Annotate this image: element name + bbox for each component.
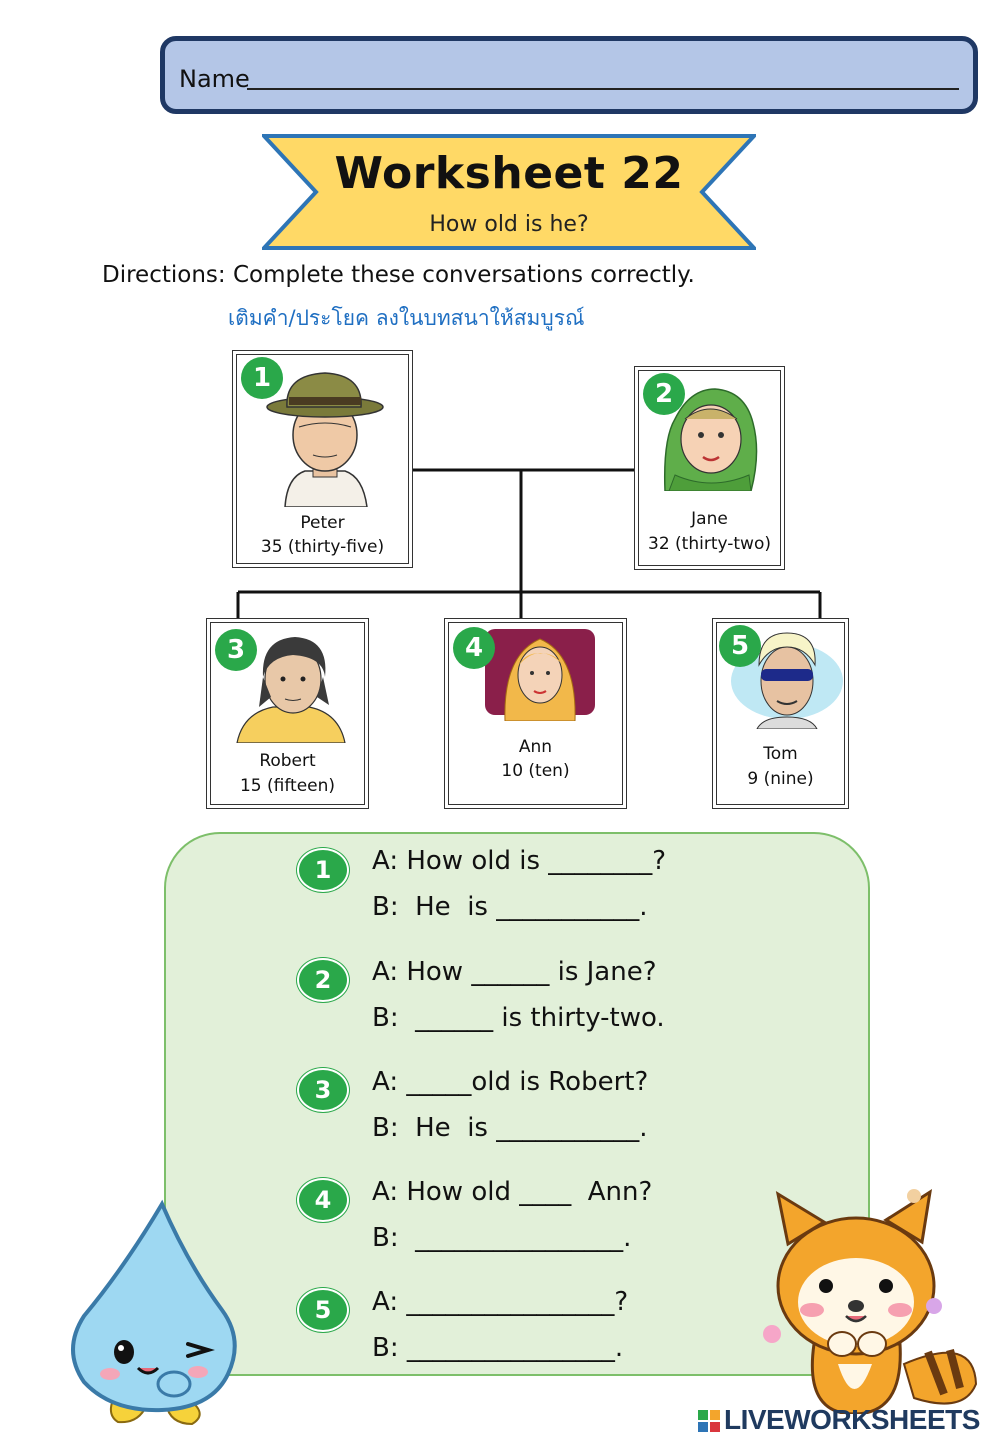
person-name: Peter [300, 513, 345, 533]
question-5-line-a[interactable]: A: ________________? [372, 1287, 629, 1317]
number-badge: 3 [215, 629, 257, 671]
raccoon-character-image [754, 1184, 984, 1414]
person-age: 35 (thirty-five) [260, 537, 385, 557]
question-3-badge: 3 [297, 1068, 349, 1112]
water-drop-character-image [62, 1198, 248, 1426]
liveworksheets-watermark: LIVEWORKSHEETS [724, 1404, 980, 1435]
person-name: Jane [691, 509, 728, 529]
person-age: 10 (ten) [501, 761, 570, 781]
person-card-tom [712, 618, 849, 809]
number-badge: 5 [719, 625, 761, 667]
question-4-line-b[interactable]: B: ________________. [372, 1223, 632, 1253]
person-card-robert [206, 618, 369, 809]
question-1-line-b[interactable]: B: He is ___________. [372, 892, 648, 922]
worksheet-subtitle: How old is he? [429, 212, 589, 237]
person-age: 9 (nine) [747, 769, 814, 789]
question-2-line-a[interactable]: A: How ______ is Jane? [372, 957, 657, 987]
person-name: Ann [518, 737, 553, 757]
number-badge: 4 [453, 627, 495, 669]
person-card-ann [444, 618, 627, 809]
question-2-badge: 2 [297, 958, 349, 1002]
question-4-badge: 4 [297, 1178, 349, 1222]
liveworksheets-logo-icon [698, 1410, 720, 1434]
number-badge: 1 [241, 357, 283, 399]
person-age: 15 (fifteen) [239, 776, 336, 796]
question-3-line-a[interactable]: A: _____old is Robert? [372, 1067, 649, 1097]
question-5-line-b[interactable]: B: ________________. [372, 1333, 624, 1363]
question-4-line-a[interactable]: A: How old ____ Ann? [372, 1177, 653, 1207]
ann-portrait-image [485, 625, 595, 721]
question-3-line-b[interactable]: B: He is ___________. [372, 1113, 648, 1143]
question-1-badge: 1 [297, 848, 349, 892]
worksheet-title: Worksheet 22 [334, 148, 684, 199]
question-1-line-a[interactable]: A: How old is ________? [372, 846, 667, 876]
question-5-badge: 5 [297, 1288, 349, 1332]
person-name: Robert [259, 751, 316, 771]
name-label: Name [179, 65, 250, 93]
thai-directions-text: เติมคำ/ประโยค ลงในบทสนาให้สมบูรณ์ [228, 306, 585, 330]
person-card-jane [634, 366, 785, 570]
question-2-line-b[interactable]: B: ______ is thirty-two. [372, 1003, 665, 1033]
person-card-peter [232, 350, 413, 568]
directions-text: Directions: Complete these conversations correctly. [102, 262, 695, 288]
person-name: Tom [763, 744, 798, 764]
number-badge: 2 [643, 373, 685, 415]
person-age: 32 (thirty-two) [648, 534, 771, 554]
